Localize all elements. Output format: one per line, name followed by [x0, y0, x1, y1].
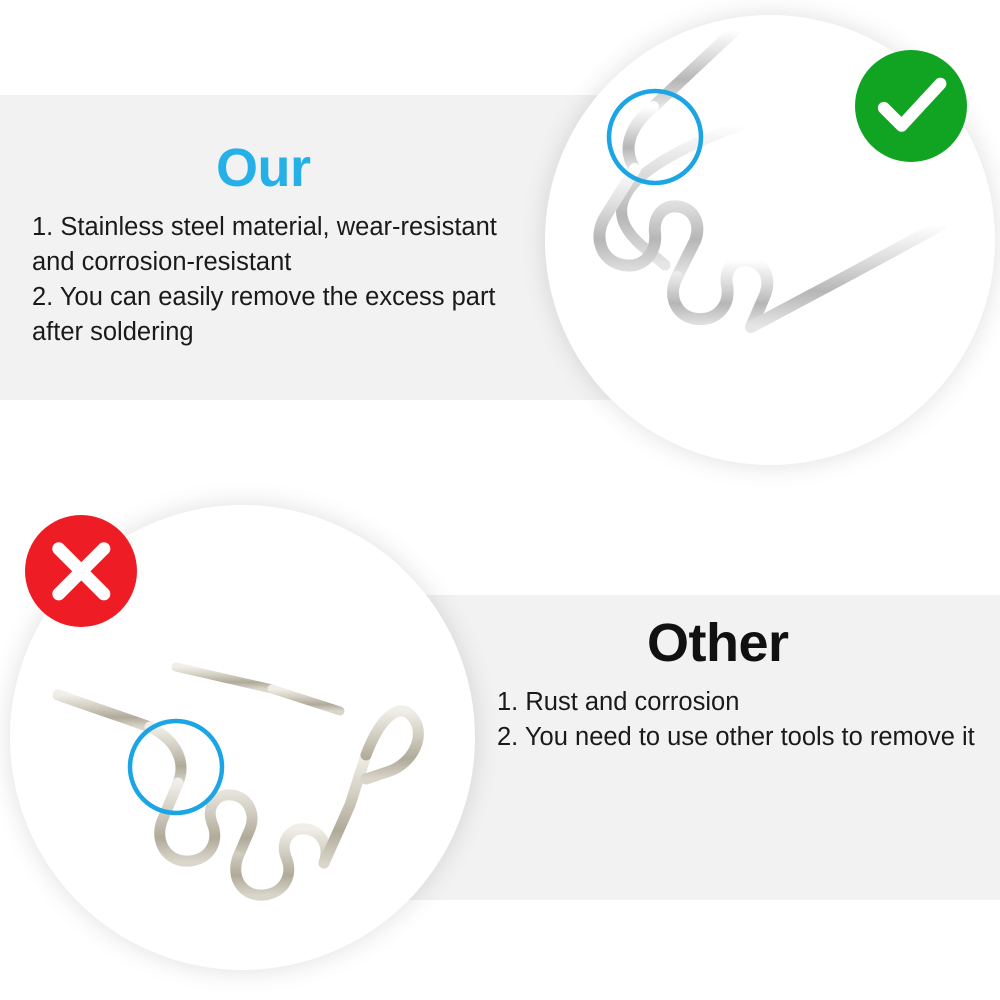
our-line-4: after soldering [32, 318, 194, 347]
our-text-block [30, 140, 540, 349]
our-heading: Our [216, 138, 311, 198]
our-line-1: 1. Stainless steel material, wear-resistant [32, 212, 497, 241]
check-icon [871, 66, 952, 147]
other-line-2: 2. You need to use other tools to remove it [497, 722, 975, 751]
cross-badge [25, 515, 137, 627]
our-line-2: and corrosion-resistant [32, 247, 292, 276]
other-line-1: 1. Rust and corrosion [497, 687, 740, 716]
check-badge [855, 50, 967, 162]
other-text-block [495, 615, 995, 754]
other-heading: Other [647, 613, 789, 673]
close-icon [41, 531, 122, 612]
our-line-3: 2. You can easily remove the excess part [32, 282, 496, 311]
